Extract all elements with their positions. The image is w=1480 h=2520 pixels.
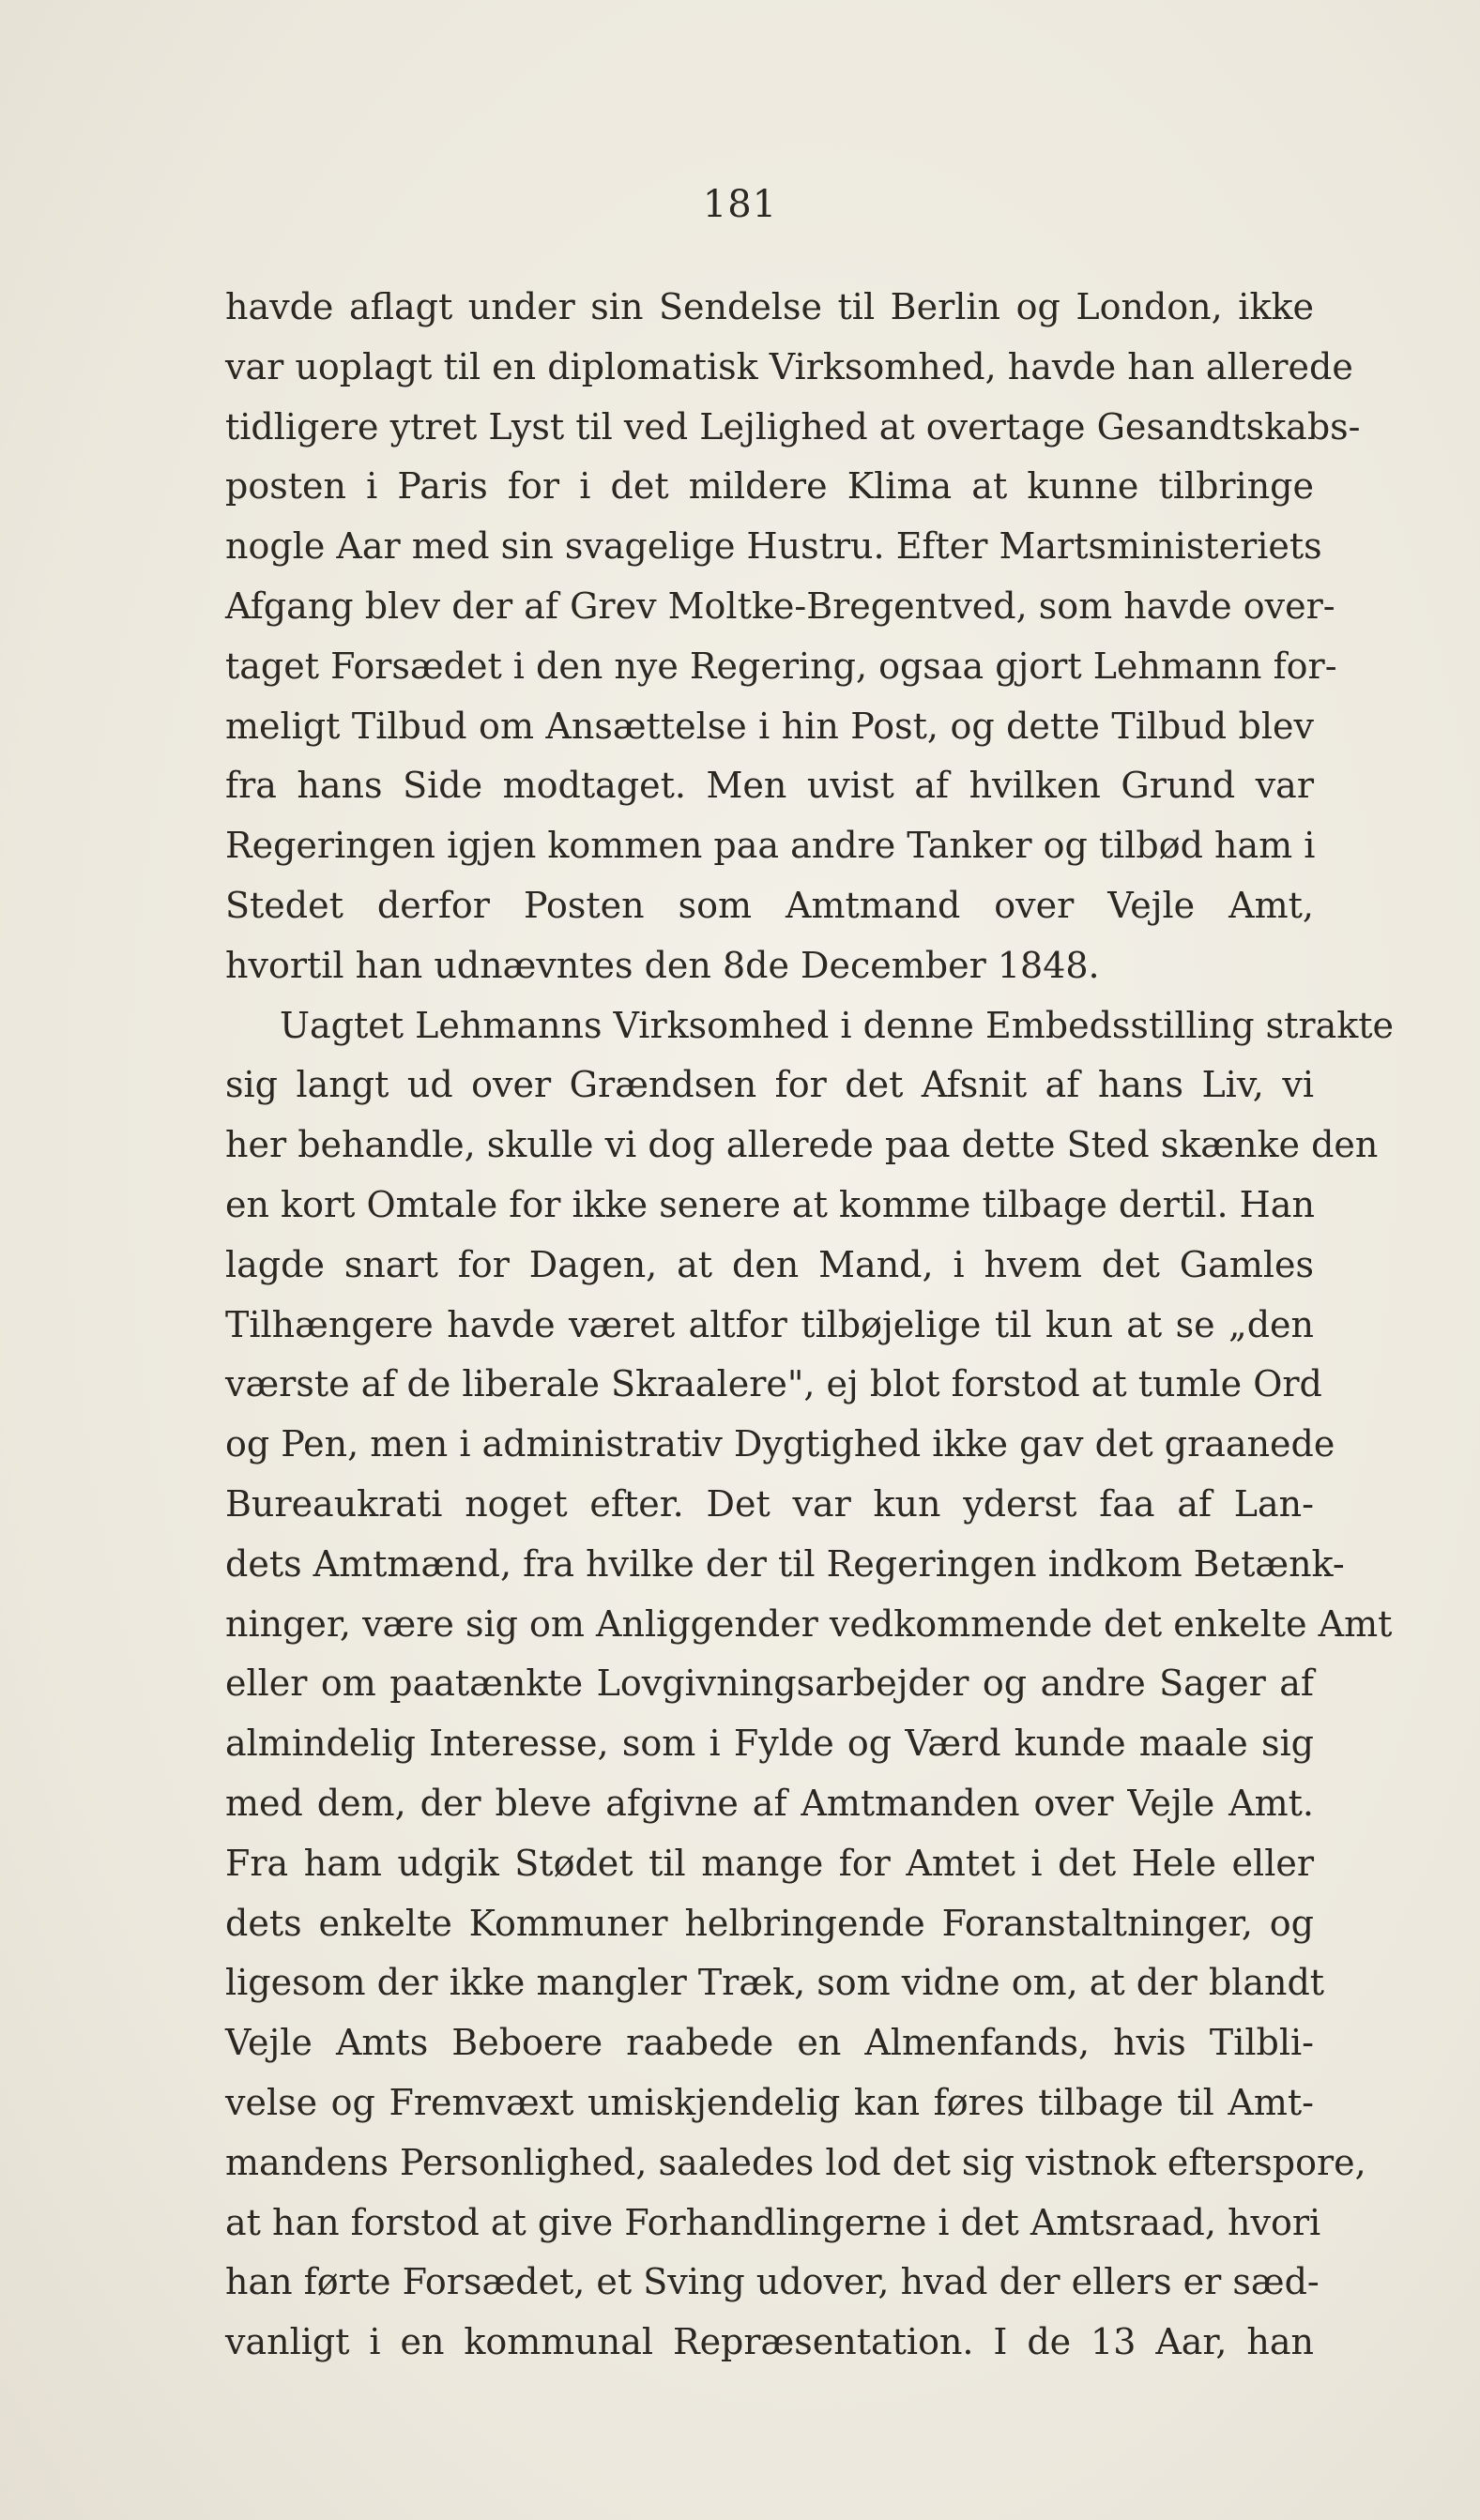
text-line: og Pen, men i administrativ Dygtighed ikke gav det graanede	[225, 1423, 1335, 1465]
text-line: lagde snart for Dagen, at den Mand, i hvem det Gamles	[225, 1243, 1314, 1285]
body-text	[225, 278, 1395, 2373]
text-line: ninger, være sig om Anliggender vedkommende det enkelte Amt	[225, 1602, 1393, 1645]
text-line: Afgang blev der af Grev Moltke-Bregentved, som havde over-	[225, 584, 1335, 627]
text-line: Stedet derfor Posten som Amtmand over Vejle Amt,	[225, 884, 1314, 926]
text-line: taget Forsædet i den nye Regering, ogsaa gjort Lehmann for-	[225, 645, 1337, 687]
text-line: Bureaukrati noget efter. Det var kun yderst faa af Lan-	[225, 1482, 1314, 1525]
text-line: ligesom der ikke mangler Træk, som vidne om, at der blandt	[225, 1962, 1325, 2004]
text-line: havde aflagt under sin Sendelse til Berlin og London, ikke	[225, 286, 1314, 327]
text-line: vanligt i en kommunal Repræsentation. I de 13 Aar, han	[225, 2321, 1314, 2363]
text-line: værste af de liberale Skraalere", ej blot forstod at tumle Ord	[225, 1363, 1322, 1405]
text-line: fra hans Side modtaget. Men uvist af hvilken Grund var	[225, 765, 1314, 807]
text-line: velse og Fremvæxt umiskjendelig kan føres tilbage til Amt-	[225, 2081, 1314, 2123]
text-line: dets Amtmænd, fra hvilke der til Regeringen indkom Betænk-	[225, 1542, 1345, 1585]
text-line: han førte Forsædet, et Sving udover, hvad der ellers er sæd-	[225, 2261, 1320, 2303]
text-line: at han forstod at give Forhandlingerne i det Amtsraad, hvori	[225, 2201, 1321, 2243]
text-line: Vejle Amts Beboere raabede en Almenfands, hvis Tilbli-	[225, 2022, 1314, 2064]
text-line: tidligere ytret Lyst til ved Lejlighed at overtage Gesandtskabs-	[225, 405, 1361, 448]
text-line: en kort Omtale for ikke senere at komme tilbage dertil. Han	[225, 1183, 1315, 1225]
text-line: nogle Aar med sin svagelige Hustru. Efter Martsministeriets	[225, 525, 1322, 568]
page-number: 181	[702, 183, 778, 226]
text-line: posten i Paris for i det mildere Klima at kunne tilbringe	[225, 465, 1314, 508]
text-line: Regeringen igjen kommen paa andre Tanker og tilbød ham i	[225, 825, 1316, 867]
text-line: eller om paatænkte Lovgivningsarbejder og andre Sager af	[225, 1662, 1314, 1705]
text-line: dets enkelte Kommuner helbringende Foranstaltninger, og	[225, 1902, 1314, 1944]
text-line: mandens Personlighed, saaledes lod det sig vistnok efterspore,	[225, 2141, 1366, 2183]
text-line: Uagtet Lehmanns Virksomhed i denne Embedsstilling strakte	[280, 1004, 1395, 1046]
text-line: Tilhængere havde været altfor tilbøjelige til kun at se „den	[225, 1303, 1314, 1345]
text-line: almindelig Interesse, som i Fylde og Værd kunde maale sig	[225, 1723, 1314, 1765]
text-line: meligt Tilbud om Ansættelse i hin Post, og dette Tilbud blev	[225, 705, 1314, 747]
text-line: hvortil han udnævntes den 8de December 1848.	[225, 944, 1100, 986]
text-line: her behandle, skulle vi dog allerede paa dette Sted skænke den	[225, 1124, 1379, 1166]
text-line: sig langt ud over Grændsen for det Afsnit af hans Liv, vi	[225, 1064, 1314, 1106]
text-line: Fra ham udgik Stødet til mange for Amtet i det Hele eller	[225, 1842, 1314, 1884]
text-line: var uoplagt til en diplomatisk Virksomhed, havde han allerede	[225, 345, 1353, 387]
text-line: med dem, der bleve afgivne af Amtmanden over Vejle Amt.	[225, 1782, 1314, 1824]
